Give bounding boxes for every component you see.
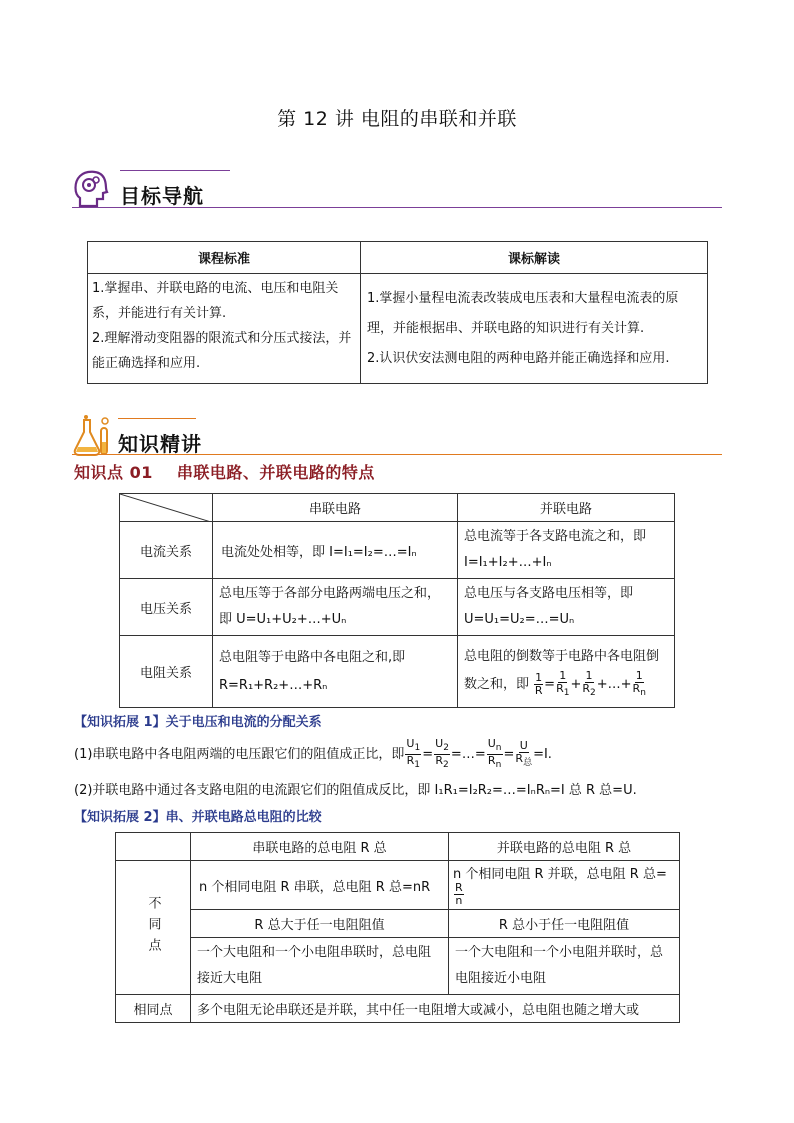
goals-table <box>87 241 708 384</box>
diff-label: 不同点 <box>116 861 191 995</box>
formula-fraction: $\frac{U_2}{R_2}$ <box>435 737 449 771</box>
ext1-line1-end: =I. <box>533 747 552 763</box>
voltage-series: 总电压等于各部分电路两端电压之和，即 U=U₁+U₂+…+Uₙ <box>213 579 458 636</box>
section-top-rule <box>120 170 230 171</box>
diff-series-1: n 个相同电阻 R 串联，总电阻 R 总=nR <box>191 861 449 910</box>
diagonal-header-cell <box>120 494 213 522</box>
flask-icon <box>72 414 114 456</box>
ext1-line2: (2)并联电路中通过各支路电阻的电流跟它们的阻值成反比，即 I₁R₁=I₂R₂=…=IₙRₙ=I 总 R 总=U. <box>74 783 637 798</box>
section-title-goals: 目标导航 <box>120 184 204 208</box>
row-label-resistance: 电阻关系 <box>120 636 213 708</box>
diff-series-2: R 总大于任一电阻阻值 <box>191 910 449 938</box>
diff-parallel-1-text: n 个相同电阻 R 并联，总电阻 R 总= <box>453 867 667 882</box>
goals-standard-cell <box>88 274 361 384</box>
characteristics-table <box>119 493 675 708</box>
section-divider <box>72 454 722 455</box>
ext1-label: 【知识拓展 1】关于电压和电流的分配关系 <box>74 715 322 730</box>
ext1-line1: (1)串联电路中各电阻两端的电压跟它们的阻值成正比，即 $\frac{U_1}{R_1}$ = $\frac{U_2}{R_2}$ =…= $\frac{U_n}{R_n}$ = $\frac{U}{R_总}$ =I. <box>74 737 552 771</box>
goals-standard-1: 1.掌握串、并联电路的电流、电压和电阻关系，并能进行有关计算. <box>92 281 339 321</box>
goals-header-standard: 课程标准 <box>88 242 361 274</box>
goals-interp-2: 2.认识伏安法测电阻的两种电路并能正确选择和应用. <box>367 350 670 366</box>
compare-header-series: 串联电路的总电阻 R 总 <box>191 833 449 861</box>
section-divider <box>72 207 722 208</box>
header-series: 串联电路 <box>213 494 458 522</box>
kp1-heading <box>74 460 375 483</box>
section-title-knowledge: 知识精讲 <box>118 432 202 456</box>
section-header-goals <box>72 168 722 210</box>
section-top-rule <box>118 418 196 419</box>
row-label-current: 电流关系 <box>120 522 213 579</box>
kp1-label: 知识点 01 <box>74 463 153 482</box>
row-label-voltage: 电压关系 <box>120 579 213 636</box>
formula-fraction: $\frac{1}{R_2}$ <box>582 668 596 699</box>
formula-fraction: $\frac{R}{n}$ <box>455 881 463 907</box>
diagonal-line <box>120 494 211 522</box>
voltage-parallel: 总电压与各支路电压相等，即 U=U₁=U₂=…=Uₙ <box>458 579 675 636</box>
resistance-compare-table <box>115 832 680 1023</box>
diff-parallel-2: R 总小于任一电阻阻值 <box>449 910 680 938</box>
formula-fraction: $\frac{1}{R_n}$ <box>632 668 646 699</box>
formula-fraction: $\frac{U_1}{R_1}$ <box>406 737 421 771</box>
compare-header-parallel: 并联电路的总电阻 R 总 <box>449 833 680 861</box>
head-gears-icon <box>72 168 110 208</box>
current-parallel: 总电流等于各支路电流之和，即 I=I₁+I₂+…+Iₙ <box>458 522 675 579</box>
diff-parallel-1 <box>449 861 680 910</box>
section-header-knowledge <box>72 414 722 456</box>
goals-interp-1: 1.掌握小量程电流表改装成电压表和大量程电流表的原理，并能根据串、并联电路的知识进行有关计算. <box>367 290 679 336</box>
header-parallel: 并联电路 <box>458 494 675 522</box>
resistance-series: 总电阻等于电路中各电阻之和,即R=R₁+R₂+…+Rₙ <box>213 636 458 708</box>
resistance-parallel-text: 总电阻的倒数等于电路中各电阻倒数之和，即 <box>464 648 660 692</box>
kp1-title: 串联电路、并联电路的特点 <box>176 463 375 482</box>
ext2-label: 【知识拓展 2】串、并联电路总电阻的比较 <box>74 810 322 825</box>
ext1-line1-text: (1)串联电路中各电阻两端的电压跟它们的阻值成正比，即 <box>74 747 405 763</box>
goals-header-interpretation: 课标解读 <box>361 242 708 274</box>
goals-interpretation-cell <box>361 274 708 384</box>
current-series: 电流处处相等，即 I=I₁=I₂=…=Iₙ <box>213 522 458 579</box>
page-title: 第 12 讲 电阻的串联和并联 <box>277 108 517 130</box>
resistance-parallel: 总电阻的倒数等于电路中各电阻倒数之和，即 $\frac{1}{R}$ = $\frac{1}{R_1}$ + $\frac{1}{R_2}$ +…+ $\frac{1}{R_n}$ <box>458 636 675 708</box>
formula-fraction: $\frac{1}{R}$ <box>534 671 543 697</box>
diff-parallel-3: 一个大电阻和一个小电阻并联时，总电阻接近小电阻 <box>449 938 680 995</box>
formula-fraction: $\frac{1}{R_1}$ <box>556 668 570 699</box>
same-text: 多个电阻无论串联还是并联，其中任一电阻增大或减小，总电阻也随之增大或 <box>191 995 680 1023</box>
diff-series-3: 一个大电阻和一个小电阻串联时，总电阻接近大电阻 <box>191 938 449 995</box>
empty-corner-cell <box>116 833 191 861</box>
formula-fraction: $\frac{U}{R_总}$ <box>515 739 533 769</box>
same-label: 相同点 <box>116 995 191 1023</box>
goals-standard-2: 2.理解滑动变阻器的限流式和分压式接法，并能正确选择和应用. <box>92 331 352 371</box>
formula-fraction: $\frac{U_n}{R_n}$ <box>487 737 502 771</box>
